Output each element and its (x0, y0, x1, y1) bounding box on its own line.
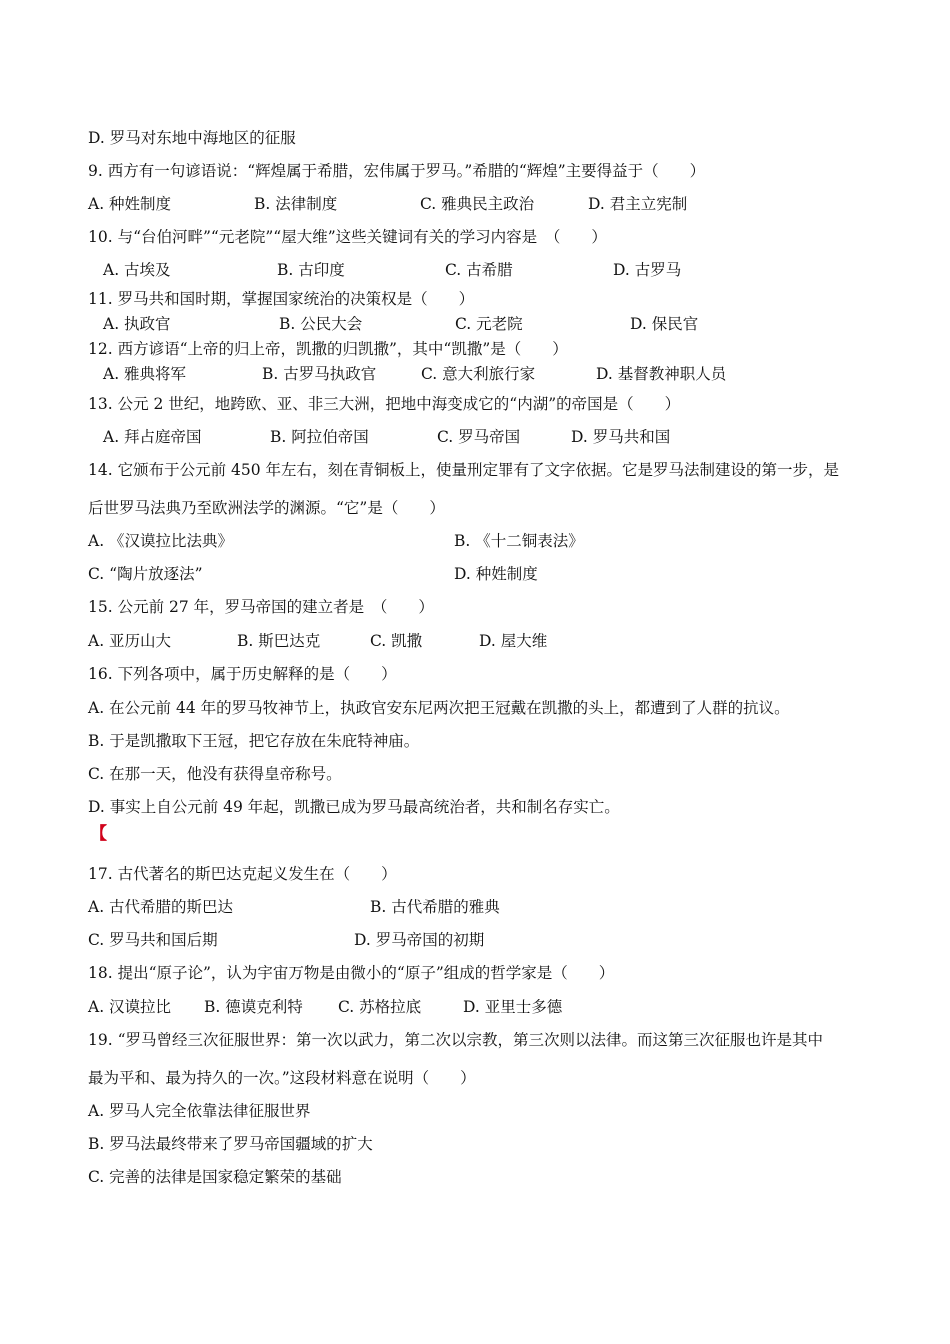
q10-option-d: D. 古罗马 (613, 261, 682, 279)
q11-option-d: D. 保民官 (630, 315, 699, 333)
q12-option-b: B. 古罗马执政官 (262, 365, 377, 383)
q10-stem: 10. 与“台伯河畔”“元老院”“屋大维”这些关键词有关的学习内容是 （ ） (88, 228, 607, 246)
q19-stem-line1: 19. “罗马曾经三次征服世界：第一次以武力，第二次以宗教，第三次则以法律。而这第三次征服也许是其中 (88, 1031, 824, 1049)
q17-option-b: B. 古代希腊的雅典 (370, 898, 500, 916)
q19-option-a: A. 罗马人完全依靠法律征服世界 (88, 1102, 311, 1120)
q13-option-a: A. 拜占庭帝国 (103, 428, 202, 446)
q17-option-d: D. 罗马帝国的初期 (354, 931, 485, 949)
q16-stem: 16. 下列各项中，属于历史解释的是（ ） (88, 665, 397, 683)
q9-option-c: C. 雅典民主政治 (420, 195, 535, 213)
q14-option-a: A. 《汉谟拉比法典》 (88, 532, 234, 550)
q15-option-b: B. 斯巴达克 (237, 632, 321, 650)
q11-stem: 11. 罗马共和国时期，掌握国家统治的决策权是（ ） (88, 290, 475, 308)
q12-option-d: D. 基督教神职人员 (596, 365, 727, 383)
q18-option-a: A. 汉谟拉比 (88, 998, 172, 1016)
q10-option-a: A. 古埃及 (103, 261, 171, 279)
q18-stem: 18. 提出“原子论”，认为宇宙万物是由微小的“原子”组成的哲学家是（ ） (88, 964, 615, 982)
q13-option-c: C. 罗马帝国 (437, 428, 521, 446)
q16-option-a: A. 在公元前 44 年的罗马牧神节上，执政官安东尼两次把王冠戴在凯撒的头上，都遭到了人群的抗议。 (88, 699, 790, 717)
q19-option-b: B. 罗马法最终带来了罗马帝国疆域的扩大 (88, 1135, 373, 1153)
q16-option-c: C. 在那一天，他没有获得皇帝称号。 (88, 765, 342, 783)
q12-stem: 12. 西方谚语“上帝的归上帝，凯撒的归凯撒”，其中“凯撒”是（ ） (88, 340, 568, 358)
q15-option-a: A. 亚历山大 (88, 632, 172, 650)
q15-option-d: D. 屋大维 (479, 632, 548, 650)
q9-stem: 9. 西方有一句谚语说：“辉煌属于希腊，宏伟属于罗马。”希腊的“辉煌”主要得益于（ ） (88, 162, 706, 180)
q9-option-a: A. 种姓制度 (88, 195, 172, 213)
q9-option-b: B. 法律制度 (254, 195, 338, 213)
q18-option-c: C. 苏格拉底 (338, 998, 422, 1016)
q11-option-c: C. 元老院 (455, 315, 523, 333)
q16-option-b: B. 于是凯撒取下王冠，把它存放在朱庇特神庙。 (88, 732, 420, 750)
q8-option-d: D. 罗马对东地中海地区的征服 (88, 129, 296, 147)
q10-option-c: C. 古希腊 (445, 261, 513, 279)
q17-stem: 17. 古代著名的斯巴达克起义发生在（ ） (88, 865, 397, 883)
q16-option-d: D. 事实上自公元前 49 年起，凯撒已成为罗马最高统治者，共和制名存实亡。 (88, 798, 620, 816)
red-bracket-mark: 【 (90, 824, 107, 844)
q9-option-d: D. 君主立宪制 (588, 195, 688, 213)
q17-option-c: C. 罗马共和国后期 (88, 931, 218, 949)
q10-option-b: B. 古印度 (277, 261, 345, 279)
q12-option-c: C. 意大利旅行家 (421, 365, 536, 383)
q13-stem: 13. 公元 2 世纪，地跨欧、亚、非三大洲，把地中海变成它的“内湖”的帝国是（ ） (88, 395, 681, 413)
q12-option-a: A. 雅典将军 (103, 365, 187, 383)
q14-option-b: B. 《十二铜表法》 (454, 532, 584, 550)
q14-option-d: D. 种姓制度 (454, 565, 538, 583)
q14-option-c: C. “陶片放逐法” (88, 565, 203, 583)
q15-option-c: C. 凯撒 (370, 632, 423, 650)
q19-stem-line2: 最为平和、最为持久的一次。”这段材料意在说明（ ） (88, 1069, 476, 1087)
q17-option-a: A. 古代希腊的斯巴达 (88, 898, 234, 916)
q14-stem-line2: 后世罗马法典乃至欧洲法学的渊源。“它”是（ ） (88, 499, 445, 517)
q14-stem-line1: 14. 它颁布于公元前 450 年左右，刻在青铜板上，使量刑定罪有了文字依据。它是罗马法制建设的第一步，是 (88, 461, 840, 479)
q11-option-b: B. 公民大会 (279, 315, 363, 333)
q19-option-c: C. 完善的法律是国家稳定繁荣的基础 (88, 1168, 342, 1186)
q13-option-d: D. 罗马共和国 (571, 428, 671, 446)
q18-option-d: D. 亚里士多德 (463, 998, 563, 1016)
q15-stem: 15. 公元前 27 年，罗马帝国的建立者是 （ ） (88, 598, 434, 616)
q11-option-a: A. 执政官 (103, 315, 171, 333)
q13-option-b: B. 阿拉伯帝国 (270, 428, 369, 446)
q18-option-b: B. 德谟克利特 (204, 998, 303, 1016)
